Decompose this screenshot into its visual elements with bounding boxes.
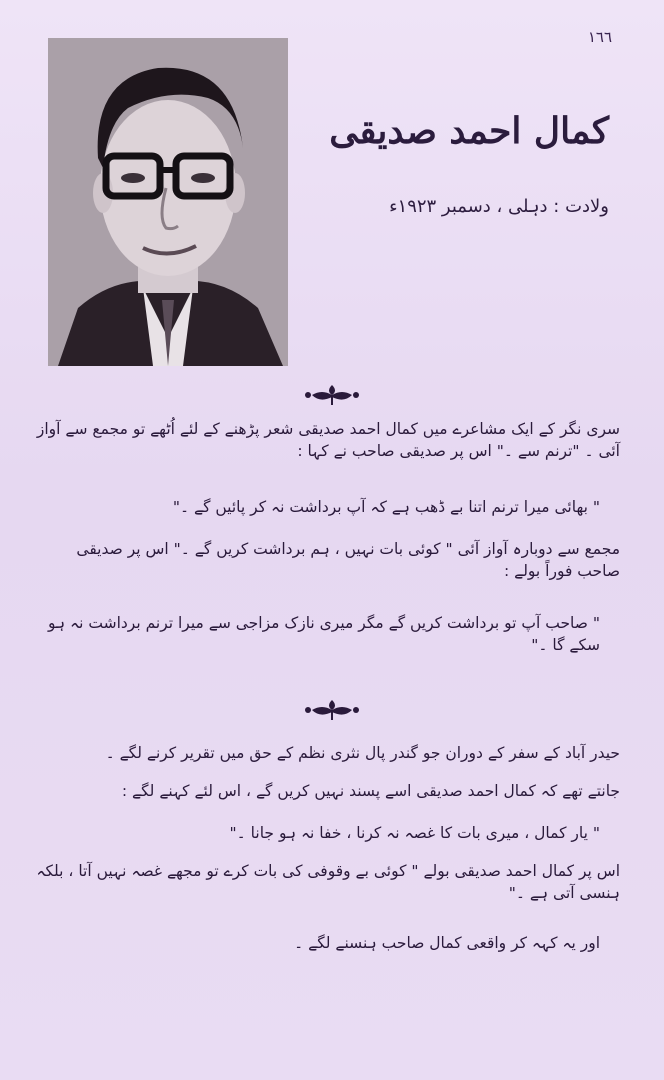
anecdote-two-para-4: اس پر کمال احمد صدیقی بولے " کوئی بے وقوفی کی بات کرے تو مجھے غصہ نہیں آتا ، بلکہ ہنسی آتی ہے ۔" [36, 862, 620, 903]
anecdote-two-para-2: جانتے تھے کہ کمال احمد صدیقی اسے پسند نہیں کریں گے ، اس لئے کہنے لگے : [121, 782, 620, 800]
anecdote-two-para-3: " یار کمال ، میری بات کا غصہ نہ کرنا ، خفا نہ ہو جانا ۔" [229, 824, 600, 842]
anecdote-one-para-4: " صاحب آپ تو برداشت کریں گے مگر میری نازک مزاجی سے میرا ترنم برداشت نہ ہو سکے گا ۔" [48, 614, 600, 655]
author-portrait [48, 38, 288, 366]
anecdote-one-para-3: مجمع سے دوبارہ آواز آئی " کوئی بات نہیں ، ہم برداشت کریں گے ۔" اس پر صدیقی صاحب فوراً بولے : [76, 540, 620, 581]
anecdote-two-para-5: اور یہ کہہ کر واقعی کمال صاحب ہنسنے لگے ۔ [294, 934, 600, 952]
poet-name-title: کمال احمد صدیقی [329, 110, 609, 152]
anecdote-one-para-1: سری نگر کے ایک مشاعرے میں کمال احمد صدیقی شعر پڑھنے کے لئے اُٹھے تو مجمع سے آواز آئی ۔ "ترنم سے ۔" اس پر صدیقی صاحب نے کہا : [36, 420, 620, 461]
ornament-divider-one [302, 383, 362, 407]
page-number: ١٦٦ [587, 28, 612, 46]
anecdote-one-para-2: " بھائی میرا ترنم اتنا بے ڈھب ہے کہ آپ برداشت نہ کر پائیں گے ۔" [172, 498, 600, 516]
birth-info: ولادت : دہلی ، دسمبر ۱۹۲۳ء [389, 196, 609, 217]
ornament-divider-two [302, 698, 362, 722]
anecdote-two-para-1: حیدر آباد کے سفر کے دوران جو گندر پال نثری نظم کے حق میں تقریر کرنے لگے ۔ [105, 744, 620, 762]
